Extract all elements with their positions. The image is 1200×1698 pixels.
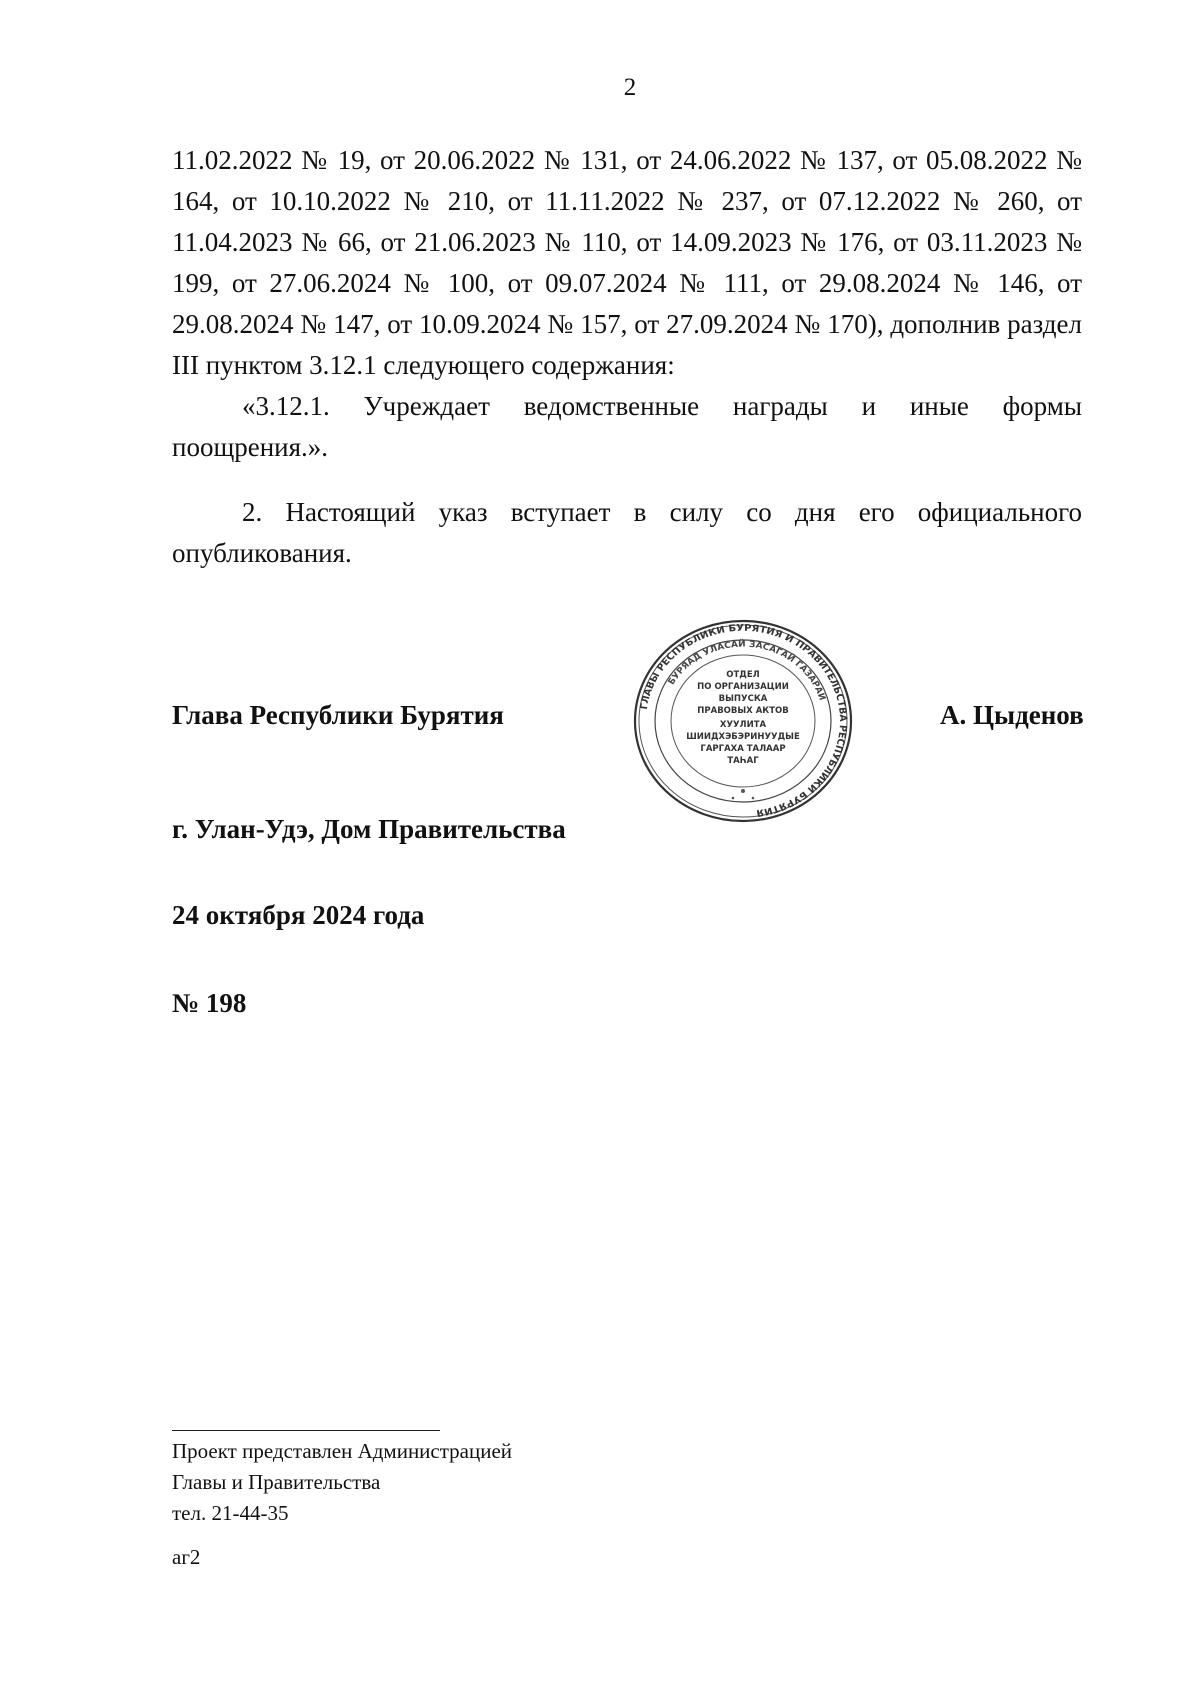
issue-place: г. Улан-Удэ, Дом Правительства <box>172 814 566 844</box>
seal-center-line: ШИИДХЭБЭРИНУУДЫЕ <box>686 732 800 742</box>
seal-center-line: ВЫПУСКА <box>718 694 768 704</box>
seal-center-line: ОТДЕЛ <box>726 670 760 680</box>
seal-center-line: ХУУЛИТА <box>719 720 767 730</box>
official-seal-stamp <box>628 615 858 827</box>
page-number: 2 <box>623 74 637 101</box>
seal-dots <box>732 789 755 799</box>
signatory-position: Глава Республики Бурятия <box>172 700 504 730</box>
seal-outer-text: ГЛАВЫ РЕСПУБЛИКИ БУРЯТИЯ И ПРАВИТЕЛЬСТВА РЕСПУБЛИКИ БУРЯТИЯ <box>638 623 849 819</box>
seal-center-line: ПО ОРГАНИЗАЦИИ <box>697 682 789 692</box>
document-body <box>172 140 1082 574</box>
decree-number: № 198 <box>172 988 247 1018</box>
paragraph-effective-date: 2. Настоящий указ вступает в силу со дня его официального опубликования. <box>172 497 1082 568</box>
footnote-line: Главы и Правительства <box>172 1470 381 1494</box>
seal-center-line: ГАРГАХА ТАЛААР <box>700 744 786 754</box>
paragraph-new-clause: «3.12.1. Учреждает ведомственные награды и иные формы поощрения.». <box>172 391 1082 462</box>
seal-center-line: ПРАВОВЫХ АКТОВ <box>697 706 789 716</box>
signatory-name: А. Цыденов <box>940 700 1084 730</box>
footnote <box>172 1436 512 1529</box>
footnote-line: Проект представлен Администрацией <box>172 1439 513 1463</box>
footnote-phone: тел. 21-44-35 <box>172 1501 289 1525</box>
issue-date: 24 октября 2024 года <box>172 900 425 930</box>
paragraph-amendment-list: 11.02.2022 № 19, от 20.06.2022 № 131, от 24.06.2022 № 137, от 05.08.2022 № 164, от 10.10.2022 № 210, от 11.11.2022 № 237, от 07.12.2022 № 260, от 11.04.2023 № 66, от 21.06.2023 № 110, от 14.09.2023 № 176, от 03.11.2023 № 199, от 27.06.2024 № 100, от 09.07.2024 № 111, от 29.08.2024 № 146, от 29.08.2024 № 147, от 10.09.2024 № 157, от 27.09.2024 № 170), дополнив раздел III пунктом 3.12.1 следующего содержания: <box>172 145 1082 380</box>
footnote-divider <box>172 1430 440 1431</box>
seal-inner-ring-text: БУРЯАД УЛАСАЙ ЗАСАГАЙ ГАЗАРАЙ <box>666 639 827 702</box>
seal-center-line: ТАҺАГ <box>727 756 759 766</box>
preparer-initials: аг2 <box>172 1545 201 1569</box>
